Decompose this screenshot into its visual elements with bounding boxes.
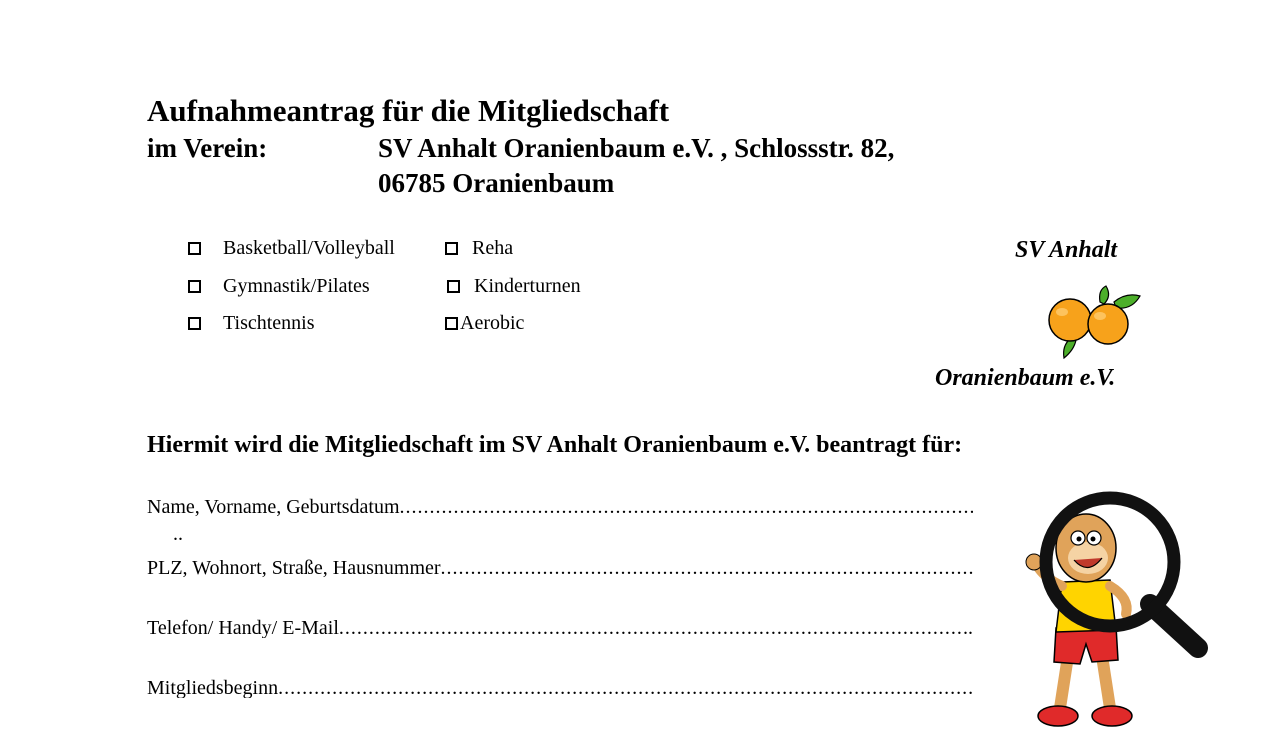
verein-label: im Verein: xyxy=(147,133,268,163)
sport-label: Reha xyxy=(472,237,514,259)
field-label: PLZ, Wohnort, Straße, Hausnummer xyxy=(147,558,441,578)
checkbox[interactable] xyxy=(188,242,201,255)
fill-line-end: .. xyxy=(963,618,973,638)
fill-line[interactable] xyxy=(400,497,973,517)
fill-line[interactable] xyxy=(339,618,963,638)
checkbox[interactable] xyxy=(188,317,201,330)
name-field-continuation: .. xyxy=(173,523,183,545)
form-title: Aufnahmeantrag für die Mitgliedschaft xyxy=(147,93,670,128)
field-label: Name, Vorname, Geburtsdatum xyxy=(147,497,400,517)
sport-label: Aerobic xyxy=(460,312,525,334)
sport-option-reha[interactable] xyxy=(445,238,513,258)
verein-address-line2: 06785 Oranienbaum xyxy=(378,168,615,198)
logo-text-bottom: Oranienbaum e.V. xyxy=(935,365,1116,391)
oranges-logo-icon xyxy=(1040,284,1150,364)
sport-option-tischtennis[interactable] xyxy=(188,313,315,333)
contact-field[interactable] xyxy=(147,618,973,638)
checkbox[interactable] xyxy=(188,280,201,293)
checkbox[interactable] xyxy=(445,317,458,330)
sport-label: Kinderturnen xyxy=(474,275,581,297)
name-field[interactable] xyxy=(147,497,973,517)
sport-label: Basketball/Volleyball xyxy=(223,237,395,259)
field-label: Telefon/ Handy/ E-Mail xyxy=(147,618,339,638)
sport-option-basketball[interactable] xyxy=(188,238,395,258)
sport-label: Gymnastik/Pilates xyxy=(223,275,370,297)
checkbox[interactable] xyxy=(447,280,460,293)
sport-option-gymnastik[interactable] xyxy=(188,276,370,296)
field-label: Mitgliedsbeginn xyxy=(147,678,279,698)
fill-line[interactable] xyxy=(441,558,973,578)
logo-text-top: SV Anhalt xyxy=(1015,237,1118,263)
membership-start-field[interactable] xyxy=(147,678,973,698)
monkey-mascot-icon xyxy=(1022,486,1222,730)
sport-label: Tischtennis xyxy=(223,312,315,334)
fill-line[interactable] xyxy=(278,678,973,698)
verein-address-line1: SV Anhalt Oranienbaum e.V. , Schlossstr. 82, xyxy=(378,133,895,163)
intro-statement: Hiermit wird die Mitgliedschaft im SV Anhalt Oranienbaum e.V. beantragt für: xyxy=(147,432,963,458)
sport-option-aerobic[interactable] xyxy=(445,313,524,333)
address-field[interactable] xyxy=(147,558,973,578)
sport-option-kinderturnen[interactable] xyxy=(447,276,581,296)
checkbox[interactable] xyxy=(445,242,458,255)
